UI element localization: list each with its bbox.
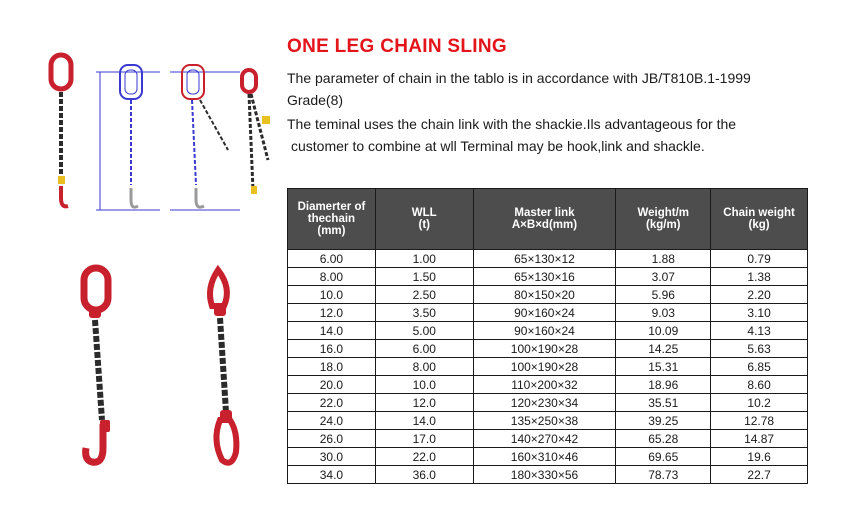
cell-master-link: 90×160×24 [473,304,616,322]
table-header-row [288,189,808,250]
cell-diameter: 22.0 [288,394,376,412]
cell-chain-weight: 8.60 [711,376,808,394]
table-row [288,448,808,466]
table-row [288,430,808,448]
table-row [288,412,808,430]
cell-master-link: 140×270×42 [473,430,616,448]
table-row [288,340,808,358]
header-master-link [473,189,616,250]
cell-wll: 12.0 [375,394,473,412]
small-sling-hook-image [51,55,71,206]
cell-wll: 17.0 [375,430,473,448]
cell-weight-per-meter: 18.96 [616,376,711,394]
cell-weight-per-meter: 35.51 [616,394,711,412]
table-row [288,376,808,394]
header-chain-weight [711,189,808,250]
large-sling-hook-image [84,268,110,462]
table-row [288,304,808,322]
cell-diameter: 8.00 [288,268,376,286]
cell-weight-per-meter: 1.88 [616,250,711,268]
header-text: WLL [411,207,437,219]
cell-chain-weight: 22.7 [711,466,808,484]
header-text: (kg) [748,219,770,231]
cell-weight-per-meter: 5.96 [616,286,711,304]
cell-chain-weight: 3.10 [711,304,808,322]
description-line-3: The teminal uses the chain link with the shackie.Ils advantageous for the [287,116,737,132]
cell-wll: 2.50 [375,286,473,304]
small-sling-double-image [242,70,270,194]
spec-table [287,188,808,484]
cell-master-link: 100×190×28 [473,358,616,376]
table-body [288,250,808,484]
cell-master-link: 100×190×28 [473,340,616,358]
cell-wll: 8.00 [375,358,473,376]
table-row [288,394,808,412]
cell-chain-weight: 19.6 [711,448,808,466]
cell-wll: 3.50 [375,304,473,322]
cell-weight-per-meter: 65.28 [616,430,711,448]
cell-chain-weight: 4.13 [711,322,808,340]
description-line-4: customer to combine at wll Terminal may be hook,link and shackle. [291,138,705,154]
header-text: Weight/m [637,207,690,219]
table-row [288,466,808,484]
cell-master-link: 65×130×16 [473,268,616,286]
table-row [288,250,808,268]
cell-wll: 22.0 [375,448,473,466]
header-text: Diamerter of [297,201,366,213]
cell-diameter: 30.0 [288,448,376,466]
cell-chain-weight: 12.78 [711,412,808,430]
cell-chain-weight: 0.79 [711,250,808,268]
cell-wll: 1.00 [375,250,473,268]
cell-master-link: 120×230×34 [473,394,616,412]
standard-description [287,67,827,111]
sling-illustrations [0,0,280,519]
header-chain-diameter [288,189,376,250]
header-text: A×B×d(mm) [511,219,578,231]
description-line-2: Grade(8) [287,92,344,108]
cell-diameter: 18.0 [288,358,376,376]
cell-wll: 5.00 [375,322,473,340]
cell-weight-per-meter: 10.09 [616,322,711,340]
header-text: (kg/m) [646,219,681,231]
cell-diameter: 24.0 [288,412,376,430]
cell-diameter: 16.0 [288,340,376,358]
cell-master-link: 90×160×24 [473,322,616,340]
cell-wll: 1.50 [375,268,473,286]
cell-master-link: 160×310×46 [473,448,616,466]
cell-chain-weight: 2.20 [711,286,808,304]
cell-diameter: 10.0 [288,286,376,304]
cell-weight-per-meter: 9.03 [616,304,711,322]
table-row [288,358,808,376]
cell-diameter: 14.0 [288,322,376,340]
technical-drawing-1 [96,65,160,210]
cell-master-link: 135×250×38 [473,412,616,430]
cell-wll: 36.0 [375,466,473,484]
terminal-description [287,113,827,157]
cell-master-link: 65×130×12 [473,250,616,268]
cell-chain-weight: 10.2 [711,394,808,412]
cell-chain-weight: 5.63 [711,340,808,358]
header-text: Master link [514,207,575,219]
description-line-1: The parameter of chain in the tablo is in accordance with JB/T810B.1-1999 [287,70,751,86]
cell-weight-per-meter: 3.07 [616,268,711,286]
page-title: ONE LEG CHAIN SLING [287,36,507,57]
cell-chain-weight: 1.38 [711,268,808,286]
large-sling-link-image [210,270,236,463]
cell-diameter: 26.0 [288,430,376,448]
header-text: (t) [418,219,430,231]
header-weight-per-meter [616,189,711,250]
cell-weight-per-meter: 78.73 [616,466,711,484]
cell-chain-weight: 6.85 [711,358,808,376]
cell-diameter: 34.0 [288,466,376,484]
cell-master-link: 180×330×56 [473,466,616,484]
cell-weight-per-meter: 39.25 [616,412,711,430]
table-row [288,268,808,286]
header-text: thechain [307,213,356,225]
cell-weight-per-meter: 69.65 [616,448,711,466]
cell-wll: 10.0 [375,376,473,394]
table-row [288,286,808,304]
cell-master-link: 110×200×32 [473,376,616,394]
cell-diameter: 6.00 [288,250,376,268]
technical-drawing-2 [170,65,240,210]
header-text: Chain weight [723,207,795,219]
header-text: (mm) [317,225,346,237]
cell-diameter: 20.0 [288,376,376,394]
cell-master-link: 80×150×20 [473,286,616,304]
cell-chain-weight: 14.87 [711,430,808,448]
cell-weight-per-meter: 15.31 [616,358,711,376]
cell-wll: 14.0 [375,412,473,430]
table-row [288,322,808,340]
cell-wll: 6.00 [375,340,473,358]
header-wll [375,189,473,250]
cell-weight-per-meter: 14.25 [616,340,711,358]
cell-diameter: 12.0 [288,304,376,322]
